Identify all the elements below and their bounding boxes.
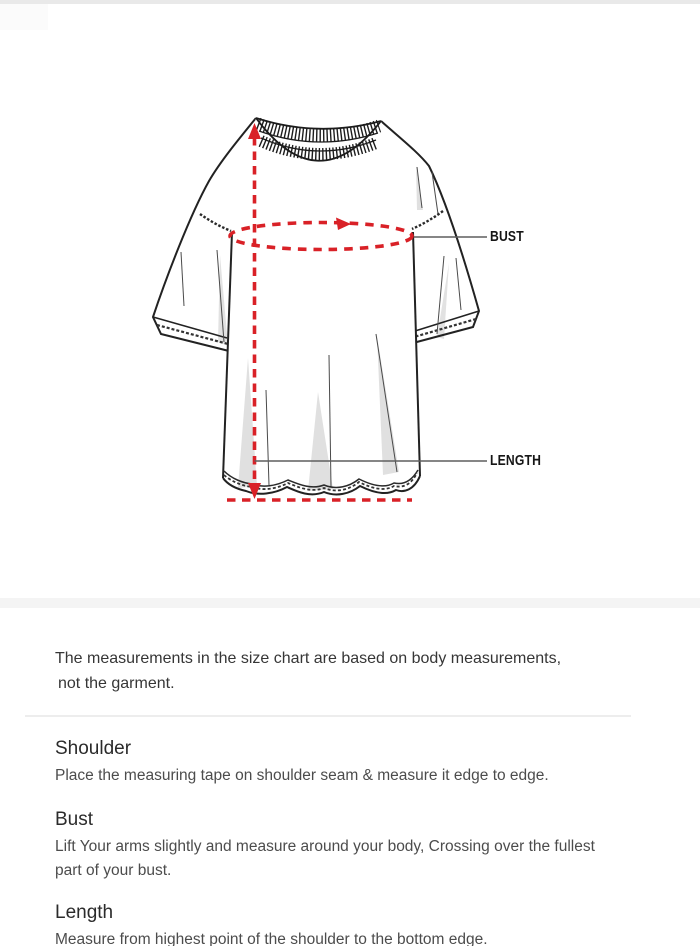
section-title: Bust xyxy=(55,809,94,830)
section-divider-band xyxy=(0,598,700,608)
length-label: LENGTH xyxy=(490,453,542,469)
section-shoulder xyxy=(55,736,655,788)
section-length xyxy=(55,900,655,946)
section-title: Shoulder xyxy=(55,738,132,759)
note-line-2: not the garment. xyxy=(58,675,175,692)
measurement-note xyxy=(55,646,645,696)
section-body-line: Measure from highest point of the shoulder to the bottom edge. xyxy=(55,931,488,946)
note-line-1: The measurements in the size chart are based on body measurements, xyxy=(55,650,562,667)
section-bust xyxy=(55,807,655,883)
bust-label: BUST xyxy=(490,229,524,245)
section-body-line: Place the measuring tape on shoulder seam & measure it edge to edge. xyxy=(55,767,549,784)
section-body-line: Lift Your arms slightly and measure around your body, Crossing over the fullest xyxy=(55,838,595,855)
section-title: Length xyxy=(55,902,114,923)
divider-line xyxy=(25,715,631,717)
section-body-line: part of your bust. xyxy=(55,862,172,879)
